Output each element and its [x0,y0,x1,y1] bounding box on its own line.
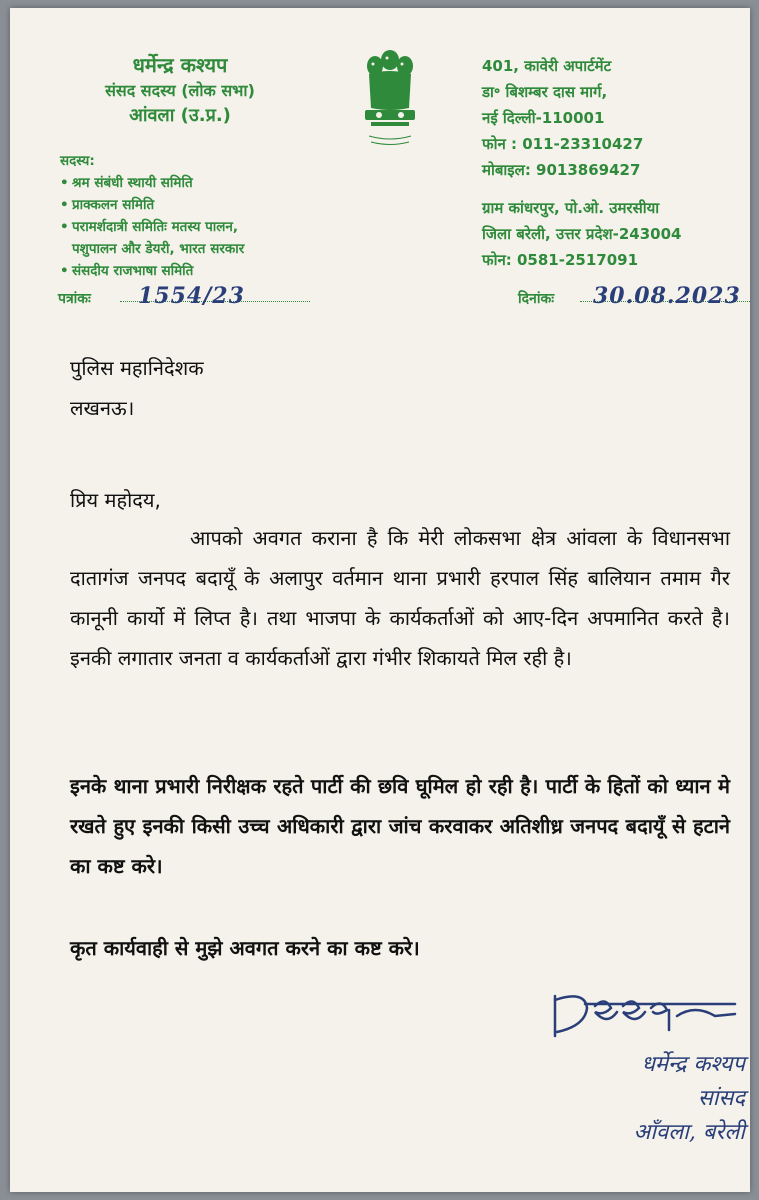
bullet-icon: • [60,197,69,213]
delhi-address-line-3: नई दिल्ली-110001 [482,109,605,127]
membership-item-continued: पशुपालन और डेयरी, भारत सरकार [72,241,245,257]
date-label: दिनांकः [518,291,555,307]
paragraph-1-text: आपको अवगत कराना है कि मेरी लोकसभा क्षेत्र आंवला के विधानसभा दातागंज जनपद बदायूँ के अलापुर वर्तमान थाना प्रभारी हरपाल सिंह बालियान तमाम गैर कानूनी कार्यो में लिप्त है। तथा भाजपा के कार्यकर्ताओं को आए-दिन अपमानित करते है। इनकी लगातार जनता व कार्यकर्ताओं द्वारा गंभीर शिकायते मिल रही है। [70,526,730,670]
paragraph-2: इनके थाना प्रभारी निरीक्षक रहते पार्टी की छवि घूमिल हो रही है। पार्टी के हितों को ध्यान मे रखते हुए इनकी किसी उच्च अधिकारी द्वारा जांच करवाकर अतिशीध्र जनपद बदायूँ से हटाने का कष्ट करे। [70,774,730,878]
reference-number: 1554/23 [138,283,245,309]
date-value: 30.08.2023 [593,283,741,309]
membership-item: • प्राक्कलन समिति [60,194,380,216]
letterhead-left [50,53,310,128]
mobile-number: मोबाइल: 9013869427 [482,161,641,179]
letter-page [10,8,750,1192]
mp-post: संसद सदस्य (लोक सभा) [105,81,255,100]
bullet-icon: • [60,175,69,191]
delhi-phone: फोन : 011-23310427 [482,135,644,153]
bullet-icon: • [60,263,69,279]
reference-label: पत्रांकः [58,291,91,307]
delhi-address-line-2: डा॰ बिशम्बर दास मार्ग, [482,83,608,101]
home-phone: फोन: 0581-2517091 [482,251,639,269]
paragraph-3: कृत कार्यवाही से मुझे अवगत करने का कष्ट करे। [70,936,420,960]
membership-item: • संसदीय राजभाषा समिति [60,260,380,282]
home-address-line-2: जिला बरेली, उत्तर प्रदेश-243004 [482,225,682,243]
salutation: प्रिय महोदय, [70,488,161,512]
membership-item: • परामर्शदात्री समितिः मतस्य पालन, [60,216,380,238]
reference-row [58,283,748,313]
delhi-address-line-1: 401, कावेरी अपार्टमेंट [482,57,612,75]
mp-constituency: आंवला (उ.प्र.) [129,105,231,126]
signatory-place: आँवला, बरेली [633,1120,745,1145]
signature-block [545,1048,745,1150]
memberships-heading: सदस्य: [60,153,95,169]
national-emblem-icon [355,46,425,156]
committee-memberships [60,150,380,282]
handwritten-signature [545,986,745,1046]
addressee-block [70,348,730,428]
home-address-line-1: ग्राम कांधरपुर, पो.ओ. उमरसीया [482,199,660,217]
letterhead-right [482,53,750,273]
addressee-line-2: लखनऊ। [70,396,135,420]
signatory-designation: सांसद [697,1086,745,1111]
addressee-line-1: पुलिस महानिदेशक [70,356,204,380]
paragraph-1 [70,518,730,678]
bullet-icon: • [60,219,69,235]
mp-name: धर्मेन्द्र कश्यप [132,53,228,77]
membership-item: • श्रम संबंधी स्थायी समिति [60,172,380,194]
signatory-name: धर्मेन्द्र कश्यप [641,1052,745,1077]
